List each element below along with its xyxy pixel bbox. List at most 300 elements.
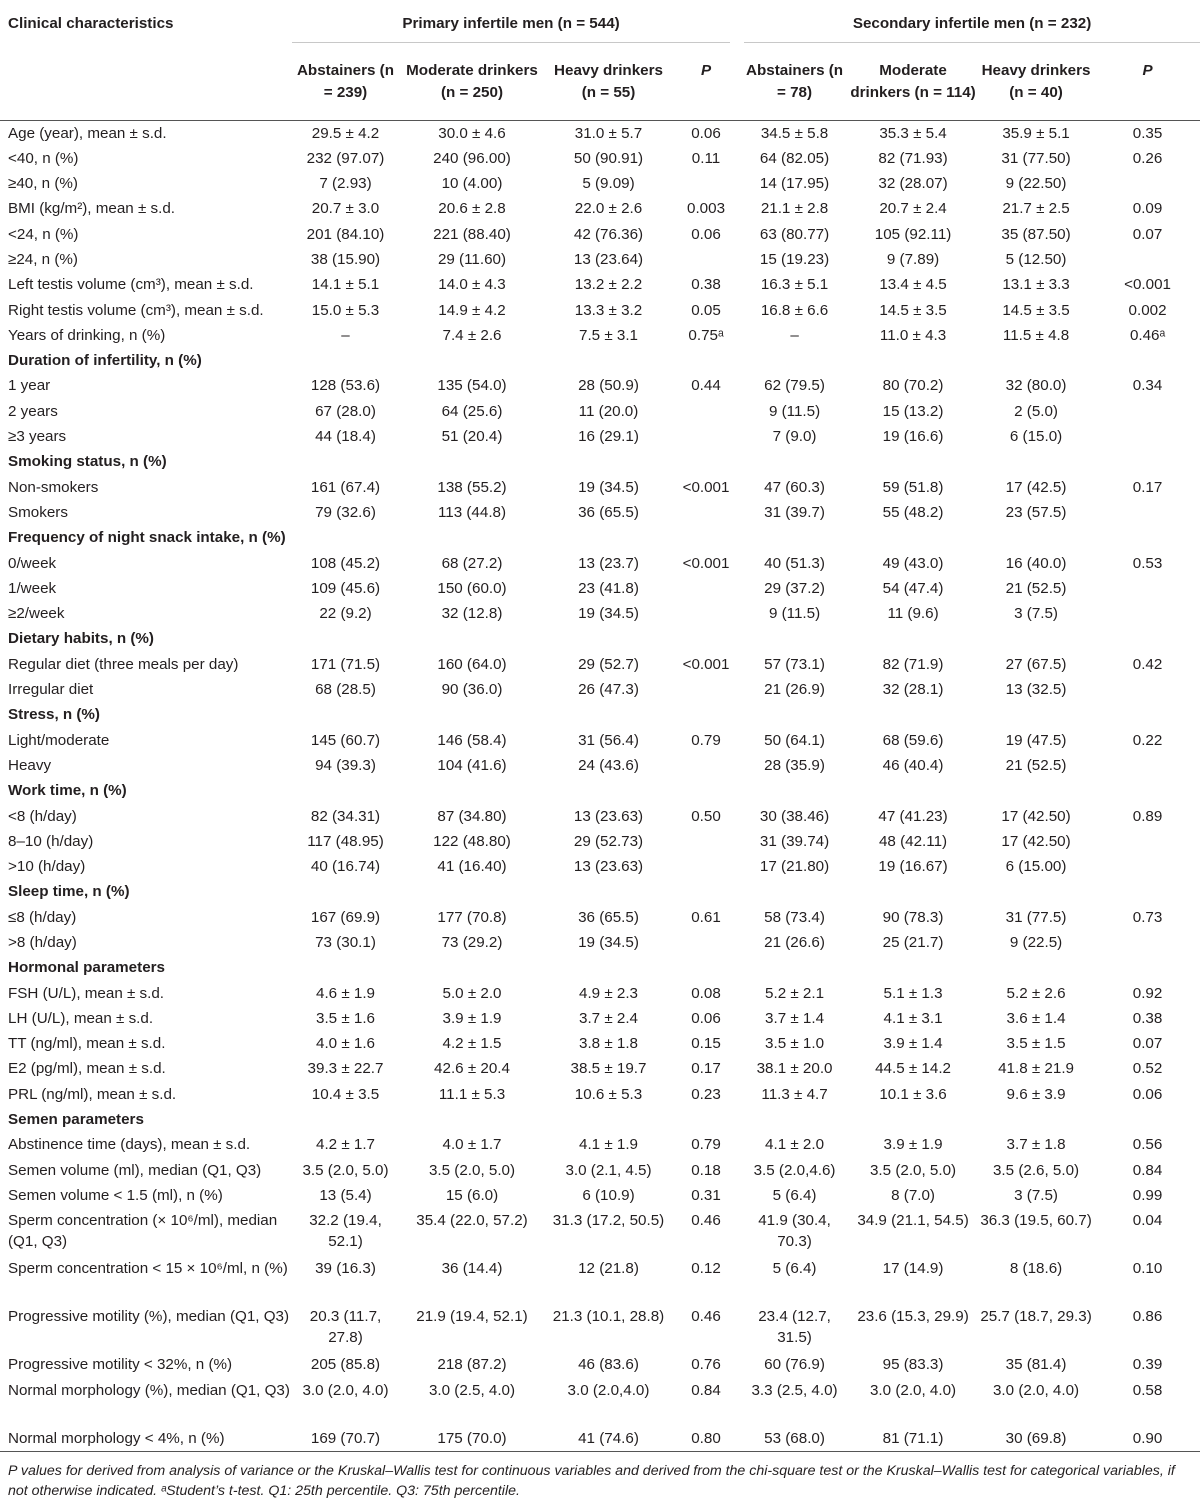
table-cell: 20.6 ± 2.8 (438, 200, 506, 218)
table-cell: 0.89 (1132, 807, 1163, 825)
table-cell: 21.9 (19.4, 52.1) (416, 1308, 528, 1326)
table-row (0, 475, 1200, 500)
table-cell: 30.0 ± 4.6 (438, 124, 506, 142)
table-cell: 0.80 (672, 1426, 740, 1452)
row-label: Semen volume < 1.5 (ml), n (%) (8, 1186, 223, 1204)
table-cell: 0.56 (1132, 1136, 1163, 1154)
empty-cell (849, 626, 977, 651)
table-cell: 31 (77.5) (1005, 908, 1067, 926)
section-row (0, 778, 1200, 803)
empty-cell (849, 778, 977, 803)
empty-cell (977, 702, 1095, 727)
empty-cell (292, 449, 399, 474)
table-cell (1095, 829, 1200, 854)
section-label: Smoking status, n (%) (8, 453, 167, 471)
table-row (0, 222, 1200, 247)
table-row (0, 120, 1200, 146)
table-cell: 35 (81.4) (1005, 1356, 1067, 1374)
table-cell: 23.6 (15.3, 29.9) (857, 1308, 969, 1326)
table-cell: 73 (29.2) (441, 934, 503, 951)
table-cell: 12 (21.8) (578, 1260, 639, 1278)
row-label: Sperm concentration (× 10⁶/ml), median (Q1, Q3) (8, 1212, 278, 1251)
table-cell: 94 (39.3) (315, 756, 376, 774)
row-label: Semen volume (ml), median (Q1, Q3) (8, 1161, 262, 1179)
table-cell: 39.3 ± 22.7 (307, 1060, 384, 1078)
table-cell: 0.42 (1132, 655, 1163, 673)
table-cell: 31 (39.7) (764, 503, 825, 521)
row-label: 1 year (8, 377, 51, 395)
table-row (0, 601, 1200, 626)
table-cell: 14.5 ± 3.5 (879, 301, 947, 319)
empty-cell (977, 1107, 1095, 1132)
table-cell: 19 (34.5) (578, 934, 639, 951)
header-secondary-group (740, 0, 1200, 48)
table-cell: 29.5 ± 4.2 (311, 124, 380, 142)
table-cell: 9 (11.5) (768, 605, 821, 623)
empty-cell (977, 626, 1095, 651)
table-cell: 46 (40.4) (882, 756, 944, 774)
table-cell: 0.31 (691, 1186, 721, 1204)
table-cell: 14.9 ± 4.2 (438, 301, 506, 319)
table-cell: 68 (27.2) (441, 554, 503, 572)
empty-cell (399, 955, 545, 980)
empty-cell (292, 1107, 399, 1132)
row-label: Normal morphology (%), median (Q1, Q3) (8, 1381, 290, 1399)
table-cell (1095, 424, 1200, 449)
table-row (0, 272, 1200, 297)
table-cell: 169 (70.7) (292, 1426, 399, 1452)
table-cell: 22 (9.2) (319, 605, 372, 623)
empty-cell (292, 348, 399, 373)
table-cell: 82 (71.93) (878, 149, 948, 167)
table-cell: 51 (20.4) (441, 428, 503, 446)
table-cell: 0.61 (691, 908, 721, 926)
row-label: Regular diet (three meals per day) (8, 655, 239, 673)
table-cell: 108 (45.2) (310, 554, 381, 572)
table-cell: 0.003 (687, 200, 726, 218)
table-cell: 10.6 ± 5.3 (574, 1085, 643, 1103)
row-label: <40, n (%) (8, 149, 79, 167)
empty-cell (1095, 778, 1200, 803)
table-cell: 34.9 (21.1, 54.5) (857, 1212, 969, 1230)
table-cell (672, 576, 740, 601)
table-cell: 19 (47.5) (1005, 731, 1067, 749)
table-cell: 67 (28.0) (315, 402, 376, 420)
table-cell: 0.12 (691, 1260, 721, 1278)
table-header-subgroups (0, 48, 1200, 120)
section-label: Dietary habits, n (%) (8, 630, 154, 648)
empty-cell (292, 879, 399, 904)
table-row (0, 1158, 1200, 1183)
row-label: Normal morphology < 4%, n (%) (0, 1426, 292, 1452)
table-cell: 3.5 ± 1.0 (765, 1035, 825, 1053)
empty-cell (1095, 702, 1200, 727)
row-label: 2 years (8, 402, 58, 420)
empty-cell (740, 955, 849, 980)
table-cell: <0.001 (682, 554, 730, 572)
table-cell: 68 (28.5) (315, 681, 376, 699)
table-cell: 9 (7.89) (886, 250, 940, 268)
table-cell: 6 (10.9) (582, 1186, 635, 1204)
table-cell (1095, 854, 1200, 879)
table-cell: 0.10 (1132, 1260, 1163, 1278)
table-cell: 50 (90.91) (573, 149, 644, 167)
table-row (0, 728, 1200, 753)
header-clinical-characteristics: Clinical characteristics (8, 15, 174, 32)
empty-cell (849, 879, 977, 904)
table-cell: 17 (21.80) (759, 858, 830, 876)
empty-cell (399, 778, 545, 803)
table-cell: 161 (67.4) (310, 478, 381, 496)
empty-cell (399, 879, 545, 904)
table-cell: 19 (34.5) (578, 478, 639, 496)
table-cell: 59 (51.8) (882, 478, 944, 496)
table-cell: 0.84 (1132, 1161, 1163, 1179)
table-cell: 0.92 (1132, 984, 1163, 1002)
table-cell: 25.7 (18.7, 29.3) (980, 1308, 1092, 1326)
table-cell: 2 (5.0) (1014, 402, 1058, 420)
table-cell: 13 (5.4) (319, 1186, 372, 1204)
table-cell: 32.2 (19.4, 52.1) (309, 1212, 382, 1251)
empty-cell (849, 525, 977, 550)
table-cell (1095, 247, 1200, 272)
header-subgroup-7: P (1095, 48, 1200, 120)
table-cell: 27 (67.5) (1005, 655, 1067, 673)
table-cell: 28 (50.9) (578, 377, 639, 395)
table-row (0, 1056, 1200, 1081)
empty-cell (977, 778, 1095, 803)
table-row (0, 196, 1200, 221)
section-label: Stress, n (%) (8, 706, 100, 724)
table-cell: 41.9 (30.4, 70.3) (758, 1212, 831, 1251)
table-cell: 117 (48.95) (307, 832, 384, 850)
table-cell: 20.3 (11.7, 27.8) (309, 1308, 382, 1347)
table-cell: 0.90 (1095, 1426, 1200, 1452)
table-cell: 53 (68.0) (740, 1426, 849, 1452)
row-label: Sperm concentration < 15 × 10⁶/ml, n (%) (8, 1260, 288, 1278)
table-cell: 14 (17.95) (759, 175, 830, 193)
table-cell: 40 (16.74) (310, 858, 381, 876)
table-cell: 0.73 (1132, 908, 1163, 926)
table-cell: 55 (48.2) (882, 503, 944, 521)
table-cell: 15 (6.0) (445, 1186, 499, 1204)
row-label: Right testis volume (cm³), mean ± s.d. (8, 301, 264, 319)
empty-cell (977, 449, 1095, 474)
table-cell: 46 (83.6) (578, 1356, 639, 1374)
table-cell: 3.5 (2.0, 5.0) (302, 1161, 389, 1179)
table-cell: 47 (41.23) (878, 807, 948, 825)
table-cell: 15 (13.2) (882, 402, 944, 420)
table-row (0, 323, 1200, 348)
table-row (0, 930, 1200, 955)
table-cell: 23.4 (12.7, 31.5) (758, 1308, 831, 1347)
section-row (0, 955, 1200, 980)
table-cell: 31.0 ± 5.7 (574, 124, 643, 142)
empty-cell (1095, 955, 1200, 980)
table-cell: 4.0 ± 1.7 (442, 1136, 502, 1154)
empty-cell (740, 1107, 849, 1132)
row-label: Years of drinking, n (%) (8, 326, 166, 344)
table-cell: 21 (26.6) (764, 934, 825, 951)
table-cell: 3.5 (2.0, 5.0) (869, 1161, 957, 1179)
table-cell: 21 (52.5) (1005, 756, 1067, 774)
table-row (0, 1031, 1200, 1056)
table-cell: 58 (73.4) (764, 908, 825, 926)
table-cell (672, 930, 740, 955)
table-cell: 22.0 ± 2.6 (574, 200, 643, 218)
empty-cell (399, 449, 545, 474)
empty-cell (545, 626, 672, 651)
row-label: 0/week (8, 554, 57, 572)
table-cell: – (341, 326, 350, 344)
table-row (0, 1304, 1200, 1352)
empty-cell (1095, 1107, 1200, 1132)
table-cell: 13.4 ± 4.5 (879, 276, 947, 294)
table-cell: 4.1 ± 3.1 (883, 1009, 943, 1027)
table-cell: 14.1 ± 5.1 (311, 276, 380, 294)
table-cell: 3.6 ± 1.4 (1006, 1009, 1066, 1027)
row-label: FSH (U/L), mean ± s.d. (8, 984, 165, 1002)
table-cell: 128 (53.6) (310, 377, 381, 395)
table-cell: 41 (16.40) (437, 858, 507, 876)
table-cell: 29 (11.60) (437, 250, 507, 268)
table-cell: 21.7 ± 2.5 (1002, 200, 1070, 218)
table-cell: 3.0 (2.0, 4.0) (869, 1381, 957, 1399)
table-cell: 0.84 (691, 1381, 721, 1399)
table-cell: 36.3 (19.5, 60.7) (980, 1212, 1092, 1230)
table-cell: 7 (9.0) (772, 428, 817, 446)
row-label: >8 (h/day) (8, 934, 77, 951)
row-label: <24, n (%) (8, 225, 79, 243)
table-cell: 0.53 (1132, 554, 1163, 572)
header-blank-cell (0, 48, 292, 120)
table-cell: 19 (34.5) (578, 605, 639, 623)
table-cell: 201 (84.10) (306, 225, 385, 243)
table-cell: 4.1 ± 2.0 (765, 1136, 825, 1154)
row-label: Non-smokers (8, 478, 99, 496)
empty-cell (740, 348, 849, 373)
table-cell (672, 424, 740, 449)
empty-cell (1095, 525, 1200, 550)
section-label: Work time, n (%) (8, 782, 127, 800)
table-row (0, 424, 1200, 449)
table-cell: 15 (19.23) (759, 250, 830, 268)
empty-cell (292, 626, 399, 651)
table-cell: 240 (96.00) (433, 149, 511, 167)
empty-cell (849, 348, 977, 373)
table-cell: 13 (32.5) (1005, 681, 1067, 699)
table-cell: 146 (58.4) (437, 731, 507, 749)
table-cell: 0.75ᵃ (688, 326, 724, 344)
row-label: ≥2/week (8, 605, 65, 623)
table-cell: 4.9 ± 2.3 (579, 984, 638, 1002)
table-cell: 16 (29.1) (578, 428, 639, 446)
empty-cell (399, 525, 545, 550)
table-row (0, 1426, 1200, 1452)
empty-cell (672, 702, 740, 727)
row-label: ≥40, n (%) (8, 175, 78, 193)
section-row (0, 348, 1200, 373)
table-cell: 16.3 ± 5.1 (760, 276, 829, 294)
table-cell: 16 (40.0) (1005, 554, 1067, 572)
table-cell: 9.6 ± 3.9 (1006, 1085, 1066, 1103)
table-cell: 4.2 ± 1.5 (442, 1035, 502, 1053)
table-row (0, 1006, 1200, 1031)
table-cell: 0.99 (1132, 1186, 1163, 1204)
table-cell: 73 (30.1) (315, 934, 376, 951)
section-row (0, 702, 1200, 727)
empty-cell (977, 955, 1095, 980)
table-cell: 5 (6.4) (772, 1260, 817, 1278)
table-cell: – (790, 326, 799, 344)
table-row (0, 373, 1200, 398)
table-cell: 4.2 ± 1.7 (316, 1136, 375, 1154)
table-cell: 3.5 ± 1.6 (316, 1009, 375, 1027)
table-cell: 0.07 (1132, 225, 1163, 243)
empty-cell (672, 1107, 740, 1132)
section-row (0, 1107, 1200, 1132)
table-cell (672, 854, 740, 879)
table-cell: 13 (23.63) (573, 807, 644, 825)
table-cell (672, 601, 740, 626)
table-cell: 42.6 ± 20.4 (434, 1060, 510, 1078)
table-cell: 8 (7.0) (891, 1186, 935, 1204)
row-label: Heavy (8, 756, 52, 774)
table-cell: 0.11 (691, 149, 721, 167)
table-cell: 3.0 (2.5, 4.0) (428, 1381, 516, 1399)
table-cell: 145 (60.7) (310, 731, 381, 749)
table-cell (1095, 753, 1200, 778)
table-cell: 11 (9.6) (887, 605, 939, 623)
table-cell: 218 (87.2) (437, 1356, 507, 1374)
table-cell: 177 (70.8) (437, 908, 507, 926)
table-cell: 3.5 (2.6, 5.0) (992, 1161, 1080, 1179)
table-row (0, 1208, 1200, 1256)
table-row (0, 1183, 1200, 1208)
table-cell: 29 (52.73) (573, 832, 644, 850)
table-cell: 13 (23.63) (573, 858, 644, 876)
table-cell: 21.3 (10.1, 28.8) (552, 1308, 665, 1326)
table-body (0, 120, 1200, 1451)
table-cell: 0.86 (1132, 1308, 1163, 1326)
table-cell: 57 (73.1) (764, 655, 825, 673)
table-cell: 17 (42.50) (1001, 807, 1071, 825)
empty-cell (1095, 348, 1200, 373)
table-cell: 80 (70.2) (882, 377, 944, 395)
table-cell: 3.0 (2.1, 4.5) (565, 1161, 652, 1179)
table-cell: 3.0 (2.0, 4.0) (992, 1381, 1080, 1399)
empty-cell (740, 879, 849, 904)
row-label: BMI (kg/m²), mean ± s.d. (8, 200, 175, 218)
table-cell: 82 (71.9) (882, 655, 944, 673)
empty-cell (1095, 879, 1200, 904)
table-cell: 19 (16.6) (882, 428, 944, 446)
empty-cell (545, 778, 672, 803)
table-cell: 0.08 (691, 984, 721, 1002)
table-cell: 9 (22.5) (1009, 934, 1063, 951)
table-cell: 36 (65.5) (578, 503, 639, 521)
table-cell: 3.8 ± 1.8 (579, 1035, 638, 1053)
row-label: ≥3 years (8, 428, 67, 446)
header-subgroup-6: Heavy drinkers (n = 40) (977, 48, 1095, 120)
table-cell: 3.7 ± 2.4 (579, 1009, 638, 1027)
table-cell: 14.0 ± 4.3 (438, 276, 506, 294)
table-cell: 5.0 ± 2.0 (442, 984, 502, 1002)
table-cell: 3 (7.5) (1014, 605, 1058, 623)
table-cell: 135 (54.0) (437, 377, 507, 395)
table-cell: 175 (70.0) (399, 1426, 545, 1452)
table-cell: 25 (21.7) (882, 934, 944, 951)
table-cell: 0.38 (1132, 1009, 1163, 1027)
table-cell: 3.5 (2.0, 5.0) (428, 1161, 516, 1179)
table-cell: 38.1 ± 20.0 (756, 1060, 833, 1078)
table-cell: 42 (76.36) (573, 225, 644, 243)
table-cell: 10 (4.00) (441, 175, 503, 193)
table-cell: 13 (23.7) (578, 554, 639, 572)
table-cell: 23 (41.8) (578, 579, 639, 597)
empty-cell (545, 348, 672, 373)
table-cell: 82 (34.31) (310, 807, 381, 825)
table-cell: 0.38 (691, 276, 721, 294)
header-subgroup-3: P (672, 48, 740, 120)
table-cell: 5.2 ± 2.1 (765, 984, 825, 1002)
table-cell: 20.7 ± 2.4 (879, 200, 947, 218)
table-row (0, 171, 1200, 196)
header-secondary-group-label: Secondary infertile men (n = 232) (744, 15, 1200, 43)
table-row (0, 753, 1200, 778)
table-cell: 30 (69.8) (977, 1426, 1095, 1452)
row-label: >10 (h/day) (8, 858, 86, 876)
table-row (0, 247, 1200, 272)
table-cell: 150 (60.0) (437, 579, 507, 597)
table-cell: 7 (2.93) (319, 175, 372, 193)
table-cell: 205 (85.8) (310, 1356, 381, 1374)
table-cell: 35.9 ± 5.1 (1002, 124, 1070, 142)
table-cell: 13 (23.64) (573, 250, 644, 268)
empty-cell (672, 626, 740, 651)
table-cell: 105 (92.11) (874, 225, 952, 243)
table-cell: 60 (76.9) (764, 1356, 825, 1374)
table-cell: 0.05 (691, 301, 721, 319)
header-primary-group (292, 0, 740, 48)
table-row (0, 829, 1200, 854)
row-label: ≥24, n (%) (8, 250, 78, 268)
table-cell: 13.2 ± 2.2 (574, 276, 643, 294)
empty-cell (977, 879, 1095, 904)
table-cell: 0.06 (1132, 1085, 1163, 1103)
empty-cell (545, 702, 672, 727)
table-cell: 30 (38.46) (759, 807, 830, 825)
table-row (0, 1352, 1200, 1377)
table-cell: 9 (22.50) (1005, 175, 1067, 193)
table-cell: 11.3 ± 4.7 (761, 1085, 828, 1103)
table-cell: 81 (71.1) (849, 1426, 977, 1452)
table-cell: 3.3 (2.5, 4.0) (751, 1381, 838, 1399)
table-cell: 35 (87.50) (1001, 225, 1071, 243)
table-cell: 11.0 ± 4.3 (879, 326, 947, 344)
table-cell: 29 (52.7) (578, 655, 639, 673)
table-cell: 3 (7.5) (1014, 1186, 1058, 1204)
table-cell: 68 (59.6) (882, 731, 944, 749)
table-cell: 26 (47.3) (578, 681, 639, 699)
table-cell: 0.15 (691, 1035, 721, 1053)
table-row (0, 905, 1200, 930)
table-cell: 44.5 ± 14.2 (875, 1060, 951, 1078)
empty-cell (545, 1107, 672, 1132)
table-cell: 5 (6.4) (772, 1186, 817, 1204)
empty-cell (292, 702, 399, 727)
table-cell: 10.1 ± 3.6 (879, 1085, 947, 1103)
